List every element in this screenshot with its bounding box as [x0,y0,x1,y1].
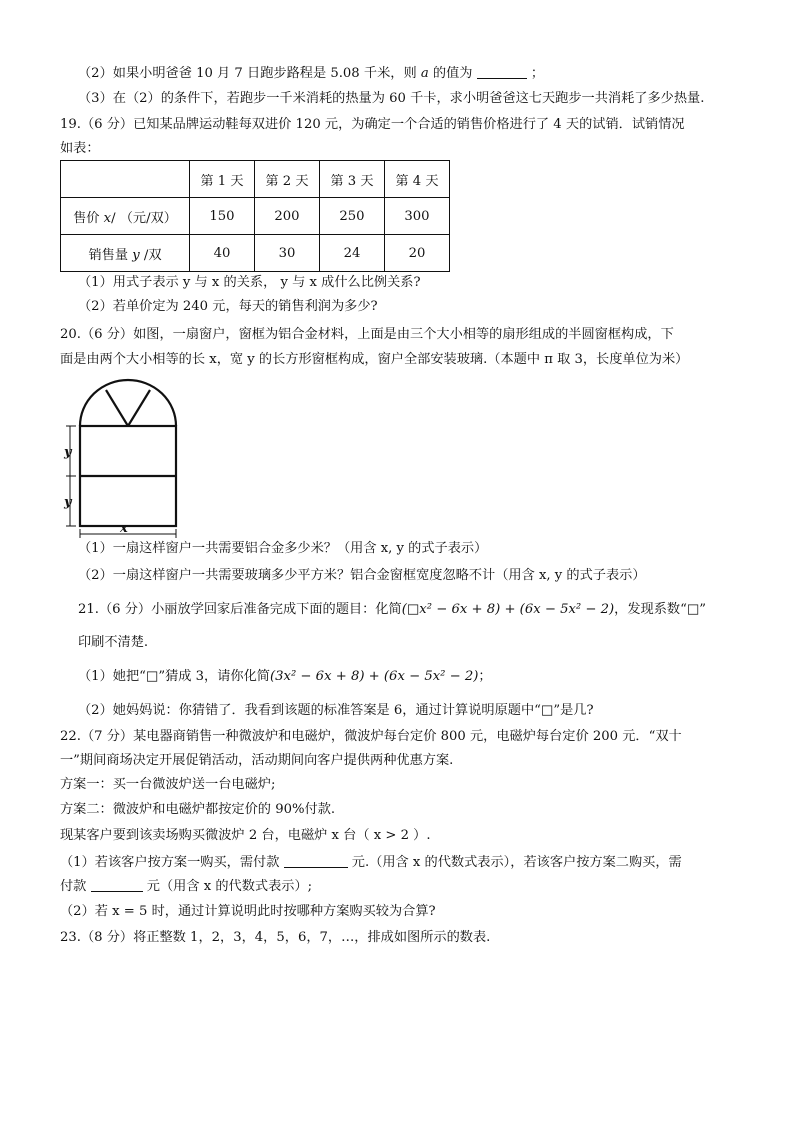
table-cell: 150 [190,198,255,235]
answer-blank [284,853,348,868]
q22-purchase: 现某客户要到该卖场购买微波炉 2 台，电磁炉 x 台（ x > 2 ）. [60,828,431,843]
q21-expression: (□x² − 6x + 8) + (6x − 5x² − 2) [401,602,615,617]
q22-plan2: 方案二：微波炉和电磁炉都按定价的 90%付款. [60,802,336,817]
q19-part2: （2）若单价定为 240 元，每天的销售利润为多少? [78,299,378,314]
q18-part3: （3）在（2）的条件下，若跑步一千米消耗的热量为 60 千卡，求小明爸爸这七天跑步一共消耗了多少热量. [78,91,705,106]
table-cell: 20 [385,235,450,272]
q20-stem-line2: 面是由两个大小相等的长 x，宽 y 的长方形窗框构成，窗户全部安装玻璃.（本题中 π 取 3，长度单位为米） [60,352,689,367]
q18-var-a: a [420,66,429,81]
table-cell: 200 [255,198,320,235]
table-cell: 40 [190,235,255,272]
q19-stem-line1: 19.（6 分）已知某品牌运动鞋每双进价 120 元，为确定一个合适的销售价格进行了 4 天的试销．试销情况 [60,117,685,132]
table-cell: 250 [320,198,385,235]
q22-stem-line1: 22.（7 分）某电器商销售一种微波炉和电磁炉，微波炉每台定价 800 元，电磁炉每台定价 200 元．“双十 [60,729,682,744]
q21-stem-line1: 21.（6 分）小丽放学回家后准备完成下面的题目：化简(□x² − 6x + 8) + (6x − 5x² − 2)，发现系数“□” [78,602,707,617]
q19-part1: （1）用式子表示 y 与 x 的关系， y 与 x 成什么比例关系? [78,275,421,290]
table-header-cell [61,161,190,198]
window-sector-line [106,390,128,426]
q22-part1-line2: 付款 元（用含 x 的代数式表示）; [60,879,313,894]
table-cell: 24 [320,235,385,272]
table-header-cell: 第 3 天 [320,161,385,198]
figure-label-x: x [120,521,128,536]
answer-blank [477,64,527,79]
figure-label-y: y [64,445,72,460]
q19-stem-line2: 如表： [60,141,100,156]
window-semicircle [80,380,176,426]
table-cell: 30 [255,235,320,272]
window-figure [62,378,192,538]
q20-part1: （1）一扇这样窗户一共需要铝合金多少米？（用含 x, y 的式子表示） [78,541,488,556]
sales-table [60,160,450,272]
answer-blank [91,877,143,892]
table-cell: 300 [385,198,450,235]
q22-part1-line1: （1）若该客户按方案一购买，需付款 元.（用含 x 的代数式表示），若该客户按方案二购买，需 [60,855,682,870]
row-label-quantity: 销售量 y /双 [61,235,190,272]
q21-expression-guess: (3x² − 6x + 8) + (6x − 5x² − 2) [269,669,479,684]
table-header-cell: 第 4 天 [385,161,450,198]
table-row [61,235,450,272]
table-header-cell: 第 1 天 [190,161,255,198]
q22-part2: （2）若 x = 5 时，通过计算说明此时按哪种方案购买较为合算? [60,904,436,919]
q21-stem-line2: 印刷不清楚. [78,635,149,650]
q20-part2: （2）一扇这样窗户一共需要玻璃多少平方米？铝合金窗框宽度忽略不计（用含 x, y 的式子表示） [78,568,646,583]
q21-part1: （1）她把“□”猜成 3，请你化简(3x² − 6x + 8) + (6x − 5x² − 2)； [78,669,492,684]
table-header-cell: 第 2 天 [255,161,320,198]
window-sector-line [128,390,150,426]
q22-plan1: 方案一：买一台微波炉送一台电磁炉; [60,777,276,792]
q18-part2: （2）如果小明爸爸 10 月 7 日跑步路程是 5.08 千米，则 a 的值为 ； [78,66,545,81]
row-label-price: 售价 x/ （元/双） [61,198,190,235]
figure-label-y: y [64,495,72,510]
q20-stem-line1: 20.（6 分）如图，一扇窗户，窗框为铝合金材料，上面是由三个大小相等的扇形组成的半圆窗框构成，下 [60,327,674,342]
q22-stem-line2: 一”期间商场决定开展促销活动，活动期间向客户提供两种优惠方案. [60,753,454,768]
table-header-row [61,161,450,198]
table-row [61,198,450,235]
q21-part2: （2）她妈妈说：你猜错了．我看到该题的标准答案是 6，通过计算说明原题中“□”是几? [78,703,594,718]
q23-stem: 23.（8 分）将正整数 1，2，3，4，5，6，7，…，排成如图所示的数表. [60,930,491,945]
